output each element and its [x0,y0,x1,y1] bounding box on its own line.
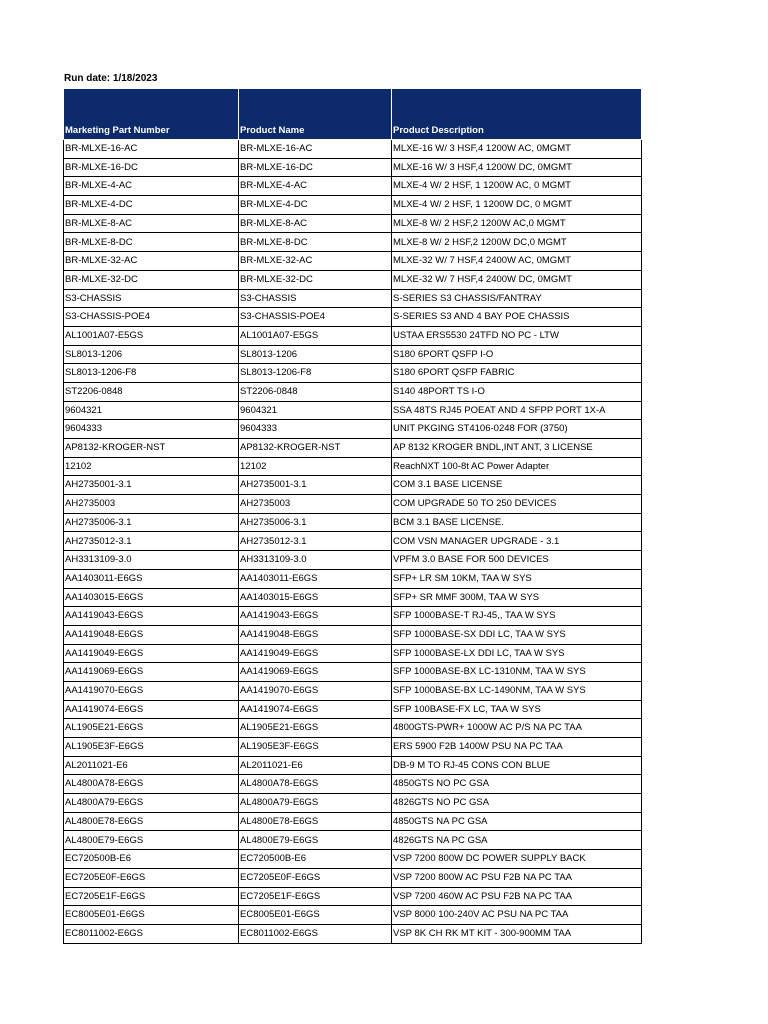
cell-product-description: S180 6PORT QSFP FABRIC [392,364,642,383]
table-row [64,812,642,831]
cell-marketing-part-number: SL8013-1206-F8 [64,364,239,383]
table-row [64,831,642,850]
cell-product-name: EC8011002-E6GS [239,924,392,943]
cell-product-description: 4850GTS NA PC GSA [392,812,642,831]
cell-marketing-part-number: BR-MLXE-32-AC [64,252,239,271]
cell-product-description: 4826GTS NO PC GSA [392,794,642,813]
table-row [64,625,642,644]
table-row [64,588,642,607]
table-row [64,756,642,775]
table-row [64,868,642,887]
cell-product-description: AP 8132 KROGER BNDL,INT ANT, 3 LICENSE [392,439,642,458]
cell-marketing-part-number: BR-MLXE-16-DC [64,158,239,177]
cell-marketing-part-number: AL2011021-E6 [64,756,239,775]
table-row [64,644,642,663]
cell-marketing-part-number: 9604321 [64,401,239,420]
cell-marketing-part-number: EC7205E1F-E6GS [64,887,239,906]
cell-marketing-part-number: AA1419049-E6GS [64,644,239,663]
cell-product-name: EC7205E1F-E6GS [239,887,392,906]
table-row [64,775,642,794]
cell-product-name: AH3313109-3.0 [239,551,392,570]
table-row [64,158,642,177]
cell-product-name: AA1419048-E6GS [239,625,392,644]
cell-product-name: 9604333 [239,420,392,439]
cell-product-description: S140 48PORT TS I-O [392,382,642,401]
cell-product-name: AA1419069-E6GS [239,663,392,682]
cell-product-description: MLXE-32 W/ 7 HSF,4 2400W AC, 0MGMT [392,252,642,271]
table-row [64,681,642,700]
cell-marketing-part-number: AH2735012-3.1 [64,532,239,551]
cell-marketing-part-number: AP8132-KROGER-NST [64,439,239,458]
table-row [64,476,642,495]
cell-product-description: SFP 1000BASE-BX LC-1490NM, TAA W SYS [392,681,642,700]
cell-product-name: BR-MLXE-16-AC [239,140,392,159]
table-row [64,569,642,588]
cell-product-description: MLXE-4 W/ 2 HSF, 1 1200W AC, 0 MGMT [392,177,642,196]
cell-product-name: AL1001A07-E5GS [239,326,392,345]
cell-product-description: SFP 1000BASE-BX LC-1310NM, TAA W SYS [392,663,642,682]
table-row [64,850,642,869]
cell-marketing-part-number: AA1403015-E6GS [64,588,239,607]
cell-marketing-part-number: AL1905E21-E6GS [64,719,239,738]
cell-product-description: VPFM 3.0 BASE FOR 500 DEVICES [392,551,642,570]
cell-product-description: USTAA ERS5530 24TFD NO PC - LTW [392,326,642,345]
cell-product-description: VSP 8000 100-240V AC PSU NA PC TAA [392,906,642,925]
table-row [64,700,642,719]
cell-product-description: MLXE-8 W/ 2 HSF,2 1200W AC,0 MGMT [392,214,642,233]
cell-marketing-part-number: AH2735003 [64,495,239,514]
cell-product-description: VSP 7200 460W AC PSU F2B NA PC TAA [392,887,642,906]
table-row [64,532,642,551]
product-table [63,88,642,944]
cell-product-name: BR-MLXE-4-DC [239,196,392,215]
cell-product-name: AA1419049-E6GS [239,644,392,663]
cell-marketing-part-number: AL4800A79-E6GS [64,794,239,813]
cell-marketing-part-number: ST2206-0848 [64,382,239,401]
cell-product-name: S3-CHASSIS-POE4 [239,308,392,327]
cell-product-name: BR-MLXE-16-DC [239,158,392,177]
cell-marketing-part-number: AL4800E79-E6GS [64,831,239,850]
cell-product-name: AL4800A79-E6GS [239,794,392,813]
cell-marketing-part-number: BR-MLXE-16-AC [64,140,239,159]
cell-product-description: SFP+ LR SM 10KM, TAA W SYS [392,569,642,588]
cell-product-name: BR-MLXE-32-AC [239,252,392,271]
cell-product-name: AH2735012-3.1 [239,532,392,551]
cell-marketing-part-number: AA1419070-E6GS [64,681,239,700]
cell-product-name: AA1403011-E6GS [239,569,392,588]
cell-product-name: EC8005E01-E6GS [239,906,392,925]
table-row [64,345,642,364]
cell-product-name: AL1905E21-E6GS [239,719,392,738]
cell-marketing-part-number: AL4800E78-E6GS [64,812,239,831]
cell-marketing-part-number: AL4800A78-E6GS [64,775,239,794]
cell-product-name: AP8132-KROGER-NST [239,439,392,458]
table-row [64,551,642,570]
cell-product-name: BR-MLXE-4-AC [239,177,392,196]
cell-product-name: AH2735006-3.1 [239,513,392,532]
table-row [64,140,642,159]
table-row [64,233,642,252]
header-row [64,89,642,140]
cell-product-description: MLXE-32 W/ 7 HSF,4 2400W DC, 0MGMT [392,270,642,289]
cell-product-name: BR-MLXE-32-DC [239,270,392,289]
cell-marketing-part-number: AA1419043-E6GS [64,607,239,626]
cell-product-description: SFP 1000BASE-LX DDI LC, TAA W SYS [392,644,642,663]
cell-product-description: UNIT PKGING ST4106-0248 FOR (3750) [392,420,642,439]
cell-product-description: SFP 100BASE-FX LC, TAA W SYS [392,700,642,719]
table-row [64,270,642,289]
cell-product-name: AL4800A78-E6GS [239,775,392,794]
cell-marketing-part-number: AA1419074-E6GS [64,700,239,719]
cell-product-description: MLXE-8 W/ 2 HSF,2 1200W DC,0 MGMT [392,233,642,252]
cell-product-name: S3-CHASSIS [239,289,392,308]
cell-marketing-part-number: BR-MLXE-8-AC [64,214,239,233]
cell-marketing-part-number: BR-MLXE-4-DC [64,196,239,215]
cell-marketing-part-number: 9604333 [64,420,239,439]
cell-product-name: BR-MLXE-8-DC [239,233,392,252]
cell-product-description: SSA 48TS RJ45 POEAT AND 4 SFPP PORT 1X-A [392,401,642,420]
cell-product-description: DB-9 M TO RJ-45 CONS CON BLUE [392,756,642,775]
cell-product-name: 9604321 [239,401,392,420]
header-product-description: Product Description [392,89,642,140]
cell-product-name: AA1403015-E6GS [239,588,392,607]
cell-marketing-part-number: AL1905E3F-E6GS [64,738,239,757]
cell-product-description: ReachNXT 100-8t AC Power Adapter [392,457,642,476]
cell-product-name: BR-MLXE-8-AC [239,214,392,233]
cell-product-name: AH2735001-3.1 [239,476,392,495]
table-row [64,794,642,813]
cell-marketing-part-number: S3-CHASSIS [64,289,239,308]
table-body [64,140,642,944]
cell-product-description: SFP 1000BASE-SX DDI LC, TAA W SYS [392,625,642,644]
cell-product-name: AA1419074-E6GS [239,700,392,719]
run-date: Run date: 1/18/2023 [64,73,158,84]
table-row [64,177,642,196]
cell-marketing-part-number: EC8005E01-E6GS [64,906,239,925]
table-row [64,887,642,906]
cell-product-name: EC720500B-E6 [239,850,392,869]
cell-marketing-part-number: AH2735006-3.1 [64,513,239,532]
cell-marketing-part-number: BR-MLXE-4-AC [64,177,239,196]
cell-product-name: AL4800E78-E6GS [239,812,392,831]
cell-product-description: VSP 7200 800W AC PSU F2B NA PC TAA [392,868,642,887]
cell-marketing-part-number: SL8013-1206 [64,345,239,364]
cell-product-name: AA1419043-E6GS [239,607,392,626]
cell-product-description: BCM 3.1 BASE LICENSE. [392,513,642,532]
table-row [64,495,642,514]
table-row [64,513,642,532]
table-row [64,364,642,383]
cell-product-name: SL8013-1206 [239,345,392,364]
table-row [64,214,642,233]
cell-product-name: AA1419070-E6GS [239,681,392,700]
cell-marketing-part-number: AH3313109-3.0 [64,551,239,570]
table-row [64,289,642,308]
cell-product-description: VSP 7200 800W DC POWER SUPPLY BACK [392,850,642,869]
cell-product-description: SFP+ SR MMF 300M, TAA W SYS [392,588,642,607]
table-row [64,457,642,476]
cell-marketing-part-number: AA1419069-E6GS [64,663,239,682]
cell-product-description: MLXE-16 W/ 3 HSF,4 1200W DC, 0MGMT [392,158,642,177]
cell-product-description: MLXE-16 W/ 3 HSF,4 1200W AC, 0MGMT [392,140,642,159]
cell-marketing-part-number: AA1419048-E6GS [64,625,239,644]
table-row [64,906,642,925]
cell-product-description: COM UPGRADE 50 TO 250 DEVICES [392,495,642,514]
cell-product-description: 4850GTS NO PC GSA [392,775,642,794]
table-row [64,326,642,345]
cell-product-description: 4826GTS NA PC GSA [392,831,642,850]
cell-marketing-part-number: AL1001A07-E5GS [64,326,239,345]
cell-product-description: COM VSN MANAGER UPGRADE - 3.1 [392,532,642,551]
cell-marketing-part-number: EC7205E0F-E6GS [64,868,239,887]
cell-marketing-part-number: 12102 [64,457,239,476]
header-product-name: Product Name [239,89,392,140]
cell-product-description: S-SERIES S3 AND 4 BAY POE CHASSIS [392,308,642,327]
table-row [64,420,642,439]
cell-product-name: AH2735003 [239,495,392,514]
cell-marketing-part-number: EC8011002-E6GS [64,924,239,943]
table-row [64,663,642,682]
cell-marketing-part-number: EC720500B-E6 [64,850,239,869]
cell-product-description: S-SERIES S3 CHASSIS/FANTRAY [392,289,642,308]
cell-product-description: S180 6PORT QSFP I-O [392,345,642,364]
table-row [64,738,642,757]
table-row [64,252,642,271]
header-marketing-part-number: Marketing Part Number [64,89,239,140]
cell-product-name: ST2206-0848 [239,382,392,401]
table-row [64,439,642,458]
cell-marketing-part-number: S3-CHASSIS-POE4 [64,308,239,327]
cell-product-description: VSP 8K CH RK MT KIT - 300-900MM TAA [392,924,642,943]
table-row [64,924,642,943]
cell-marketing-part-number: BR-MLXE-32-DC [64,270,239,289]
table-row [64,196,642,215]
cell-product-description: MLXE-4 W/ 2 HSF, 1 1200W DC, 0 MGMT [392,196,642,215]
cell-product-description: SFP 1000BASE-T RJ-45,, TAA W SYS [392,607,642,626]
table-row [64,382,642,401]
cell-product-name: AL4800E79-E6GS [239,831,392,850]
cell-product-description: ERS 5900 F2B 1400W PSU NA PC TAA [392,738,642,757]
cell-product-description: 4800GTS-PWR+ 1000W AC P/S NA PC TAA [392,719,642,738]
table-row [64,719,642,738]
cell-product-name: AL2011021-E6 [239,756,392,775]
cell-marketing-part-number: BR-MLXE-8-DC [64,233,239,252]
cell-product-name: SL8013-1206-F8 [239,364,392,383]
cell-product-name: AL1905E3F-E6GS [239,738,392,757]
table-row [64,401,642,420]
cell-product-name: EC7205E0F-E6GS [239,868,392,887]
cell-product-name: 12102 [239,457,392,476]
cell-marketing-part-number: AA1403011-E6GS [64,569,239,588]
cell-marketing-part-number: AH2735001-3.1 [64,476,239,495]
cell-product-description: COM 3.1 BASE LICENSE [392,476,642,495]
table-row [64,308,642,327]
table-row [64,607,642,626]
